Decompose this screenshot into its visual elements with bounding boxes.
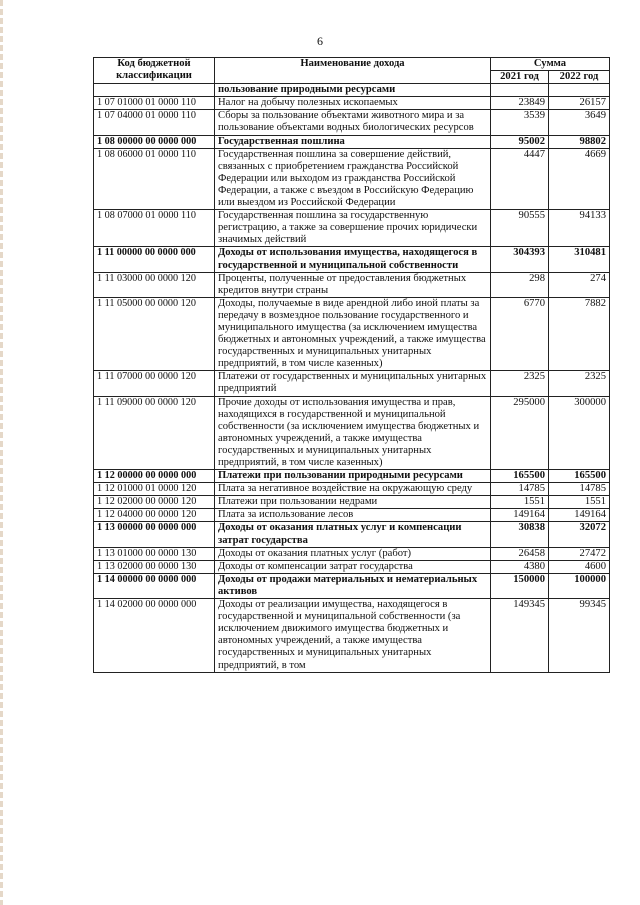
table-row bbox=[94, 547, 610, 560]
table-row bbox=[94, 396, 610, 470]
row-value-2021: 3539 bbox=[491, 110, 549, 135]
row-name: Государственная пошлина за государственную регистрацию, а также за совершение прочих юридически значимых действий bbox=[215, 210, 491, 247]
row-value-2022: 4669 bbox=[549, 148, 610, 209]
row-name: Доходы от продажи материальных и нематериальных активов bbox=[215, 573, 491, 598]
row-code: 1 07 04000 01 0000 110 bbox=[94, 110, 215, 135]
row-name: Доходы от оказания платных услуг (работ) bbox=[215, 547, 491, 560]
table-body bbox=[94, 84, 610, 672]
row-code: 1 08 07000 01 0000 110 bbox=[94, 210, 215, 247]
row-value-2022: 27472 bbox=[549, 547, 610, 560]
scan-edge bbox=[0, 0, 3, 905]
row-value-2021: 150000 bbox=[491, 573, 549, 598]
row-name: Платежи при пользовании недрами bbox=[215, 496, 491, 509]
row-name: Государственная пошлина за совершение действий, связанных с приобретением гражданства Российской Федерации или выходом из гражданства Российской Федерации, а также с въездом в Российскую Федерацию или выездом из Российской Федерации bbox=[215, 148, 491, 209]
row-value-2021: 23849 bbox=[491, 97, 549, 110]
row-code: 1 11 00000 00 0000 000 bbox=[94, 247, 215, 272]
row-value-2021: 30838 bbox=[491, 522, 549, 547]
row-value-2022: 14785 bbox=[549, 483, 610, 496]
row-value-2022: 99345 bbox=[549, 599, 610, 673]
row-code: 1 12 01000 01 0000 120 bbox=[94, 483, 215, 496]
row-name: Налог на добычу полезных ископаемых bbox=[215, 97, 491, 110]
table-row bbox=[94, 97, 610, 110]
table-row bbox=[94, 573, 610, 598]
row-value-2022: 26157 bbox=[549, 97, 610, 110]
table-row bbox=[94, 84, 610, 97]
row-value-2021: 149345 bbox=[491, 599, 549, 673]
row-name: пользование природными ресурсами bbox=[215, 84, 491, 97]
row-name: Доходы от реализации имущества, находящегося в государственной и муниципальной собственности (за исключением движимого имущества бюджетных и автономных учреждений, а также имущества государственных и муниципальных унитарных предприятий, в том bbox=[215, 599, 491, 673]
table-row bbox=[94, 297, 610, 371]
row-value-2022: 3649 bbox=[549, 110, 610, 135]
row-value-2021: 1551 bbox=[491, 496, 549, 509]
header-year-2022: 2022 год bbox=[549, 71, 610, 84]
table-row bbox=[94, 522, 610, 547]
row-value-2021: 298 bbox=[491, 272, 549, 297]
row-value-2022: 100000 bbox=[549, 573, 610, 598]
row-code: 1 07 01000 01 0000 110 bbox=[94, 97, 215, 110]
row-value-2021: 14785 bbox=[491, 483, 549, 496]
row-value-2022: 165500 bbox=[549, 470, 610, 483]
row-value-2022: 274 bbox=[549, 272, 610, 297]
row-code: 1 13 02000 00 0000 130 bbox=[94, 560, 215, 573]
table-row bbox=[94, 599, 610, 673]
row-name: Платежи при пользовании природными ресурсами bbox=[215, 470, 491, 483]
row-code bbox=[94, 84, 215, 97]
row-value-2021: 165500 bbox=[491, 470, 549, 483]
row-code: 1 11 09000 00 0000 120 bbox=[94, 396, 215, 470]
row-name: Доходы от использования имущества, находящегося в государственной и муниципальной собственности bbox=[215, 247, 491, 272]
row-code: 1 08 00000 00 0000 000 bbox=[94, 135, 215, 148]
row-value-2021: 95002 bbox=[491, 135, 549, 148]
row-code: 1 11 05000 00 0000 120 bbox=[94, 297, 215, 371]
table-row bbox=[94, 470, 610, 483]
row-code: 1 08 06000 01 0000 110 bbox=[94, 148, 215, 209]
table-row bbox=[94, 496, 610, 509]
row-code: 1 12 04000 00 0000 120 bbox=[94, 509, 215, 522]
row-code: 1 14 02000 00 0000 000 bbox=[94, 599, 215, 673]
row-name: Доходы, получаемые в виде арендной либо иной платы за передачу в возмездное пользование государственного и муниципального имущества (за исключением имущества бюджетных и автономных учреждений, а также имущества государственных и муниципальных унитарных предприятий, в том числе казенных) bbox=[215, 297, 491, 371]
revenue-table bbox=[93, 57, 610, 673]
table-row bbox=[94, 509, 610, 522]
row-value-2021 bbox=[491, 84, 549, 97]
row-value-2021: 304393 bbox=[491, 247, 549, 272]
row-name: Плата за использование лесов bbox=[215, 509, 491, 522]
row-value-2021: 2325 bbox=[491, 371, 549, 396]
row-name: Платежи от государственных и муниципальных унитарных предприятий bbox=[215, 371, 491, 396]
row-value-2021: 295000 bbox=[491, 396, 549, 470]
row-value-2022: 32072 bbox=[549, 522, 610, 547]
row-code: 1 13 01000 00 0000 130 bbox=[94, 547, 215, 560]
row-value-2022: 1551 bbox=[549, 496, 610, 509]
row-name: Доходы от оказания платных услуг и компенсации затрат государства bbox=[215, 522, 491, 547]
row-value-2022: 310481 bbox=[549, 247, 610, 272]
row-value-2022: 300000 bbox=[549, 396, 610, 470]
row-value-2021: 90555 bbox=[491, 210, 549, 247]
row-code: 1 14 00000 00 0000 000 bbox=[94, 573, 215, 598]
row-value-2021: 6770 bbox=[491, 297, 549, 371]
row-value-2021: 26458 bbox=[491, 547, 549, 560]
table-row bbox=[94, 247, 610, 272]
table-row bbox=[94, 148, 610, 209]
row-name: Проценты, полученные от предоставления бюджетных кредитов внутри страны bbox=[215, 272, 491, 297]
row-value-2022: 94133 bbox=[549, 210, 610, 247]
row-code: 1 12 00000 00 0000 000 bbox=[94, 470, 215, 483]
table-row bbox=[94, 135, 610, 148]
row-value-2022: 4600 bbox=[549, 560, 610, 573]
table-row bbox=[94, 272, 610, 297]
row-name: Доходы от компенсации затрат государства bbox=[215, 560, 491, 573]
row-value-2021: 149164 bbox=[491, 509, 549, 522]
table-row bbox=[94, 483, 610, 496]
row-value-2022: 98802 bbox=[549, 135, 610, 148]
row-value-2022: 2325 bbox=[549, 371, 610, 396]
row-code: 1 11 03000 00 0000 120 bbox=[94, 272, 215, 297]
page-number: 6 bbox=[317, 34, 323, 48]
row-code: 1 11 07000 00 0000 120 bbox=[94, 371, 215, 396]
row-value-2022: 149164 bbox=[549, 509, 610, 522]
table-row bbox=[94, 560, 610, 573]
table-row bbox=[94, 371, 610, 396]
header-name: Наименование дохода bbox=[215, 58, 491, 84]
header-code: Код бюджетной классификации bbox=[94, 58, 215, 84]
header-sum: Сумма bbox=[491, 58, 610, 71]
row-value-2022 bbox=[549, 84, 610, 97]
row-name: Прочие доходы от использования имущества и прав, находящихся в государственной и муниципальной собственности (за исключением имущества бюджетных и автономных учреждений, а также имущества государственных и муниципальных унитарных предприятий, в том числе казенных) bbox=[215, 396, 491, 470]
row-code: 1 12 02000 00 0000 120 bbox=[94, 496, 215, 509]
row-code: 1 13 00000 00 0000 000 bbox=[94, 522, 215, 547]
row-name: Государственная пошлина bbox=[215, 135, 491, 148]
row-name: Сборы за пользование объектами животного мира и за пользование объектами водных биологических ресурсов bbox=[215, 110, 491, 135]
row-value-2021: 4380 bbox=[491, 560, 549, 573]
row-name: Плата за негативное воздействие на окружающую среду bbox=[215, 483, 491, 496]
table-row bbox=[94, 210, 610, 247]
header-year-2021: 2021 год bbox=[491, 71, 549, 84]
row-value-2021: 4447 bbox=[491, 148, 549, 209]
table-row bbox=[94, 110, 610, 135]
row-value-2022: 7882 bbox=[549, 297, 610, 371]
